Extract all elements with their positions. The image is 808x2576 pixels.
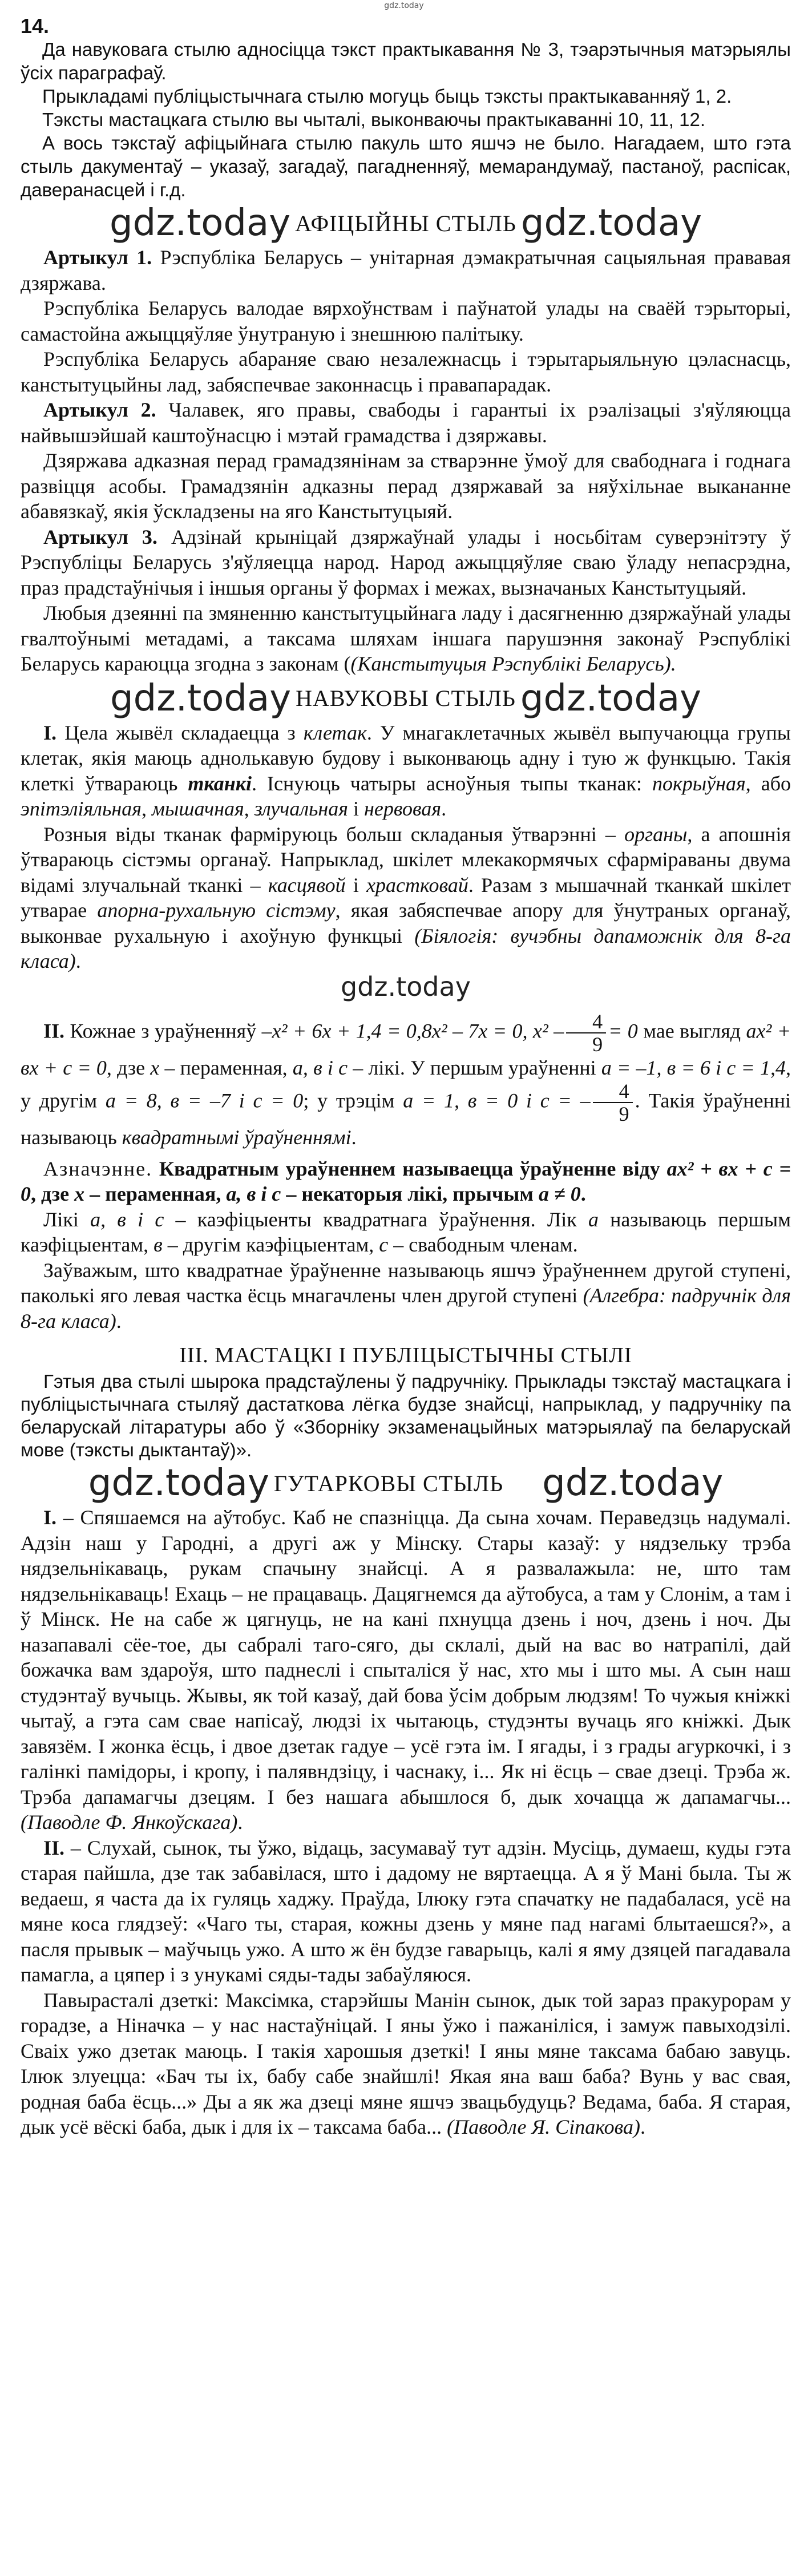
intro-p4: А вось тэкстаў афіцыйнага стылю пакуль што яшчэ не было. Нагадаем, што гэта стыль дакументаў – указаў, загадаў, пагадненняў, мемарандумаў, пастаноў, распісак, даверанасцей і г.д. — [21, 132, 791, 200]
artistic-block — [21, 1370, 791, 1461]
colloquial-p1: I. – Спяшаемся на аўтобус. Каб не спазніцца. Да сына хочам. Пераведзць надумалі. Адзін наш у Гародні, а другі аж у Мінску. Стары казаў: у нядзельку трэба нядзельнікаваць, рукам спачыну знайсці. А я развалажыла: не, што там нядзельнікаваць! Ехаць – не працаваць. Дацягнемся да аўтобуса, а там у Слонім, а там і ў Мінск. Не на сабе ж цягнуць, не на кані пхнуцца дзень і ноч, дзень і ноч. Ды назапавалі сёе-тое, ды сабралі таго-сяго, ды склалі, дый на вас во натрапілі, дай божачка вам здароўя, што паднеслі і спыталіся ў нас, хто мы і што мы. А сын наш студэнтаў вучыць. Жывы, як той казаў, дай бова ўсім добрым людзям! То чужыя кніжкі чытаў, а гэта сам свае напісаў, людзі іх чытаюць, студэнты вучаць яго кніжкі. Дык завязём. І жонка ёсць, і двое дзетак гадуе – усё гэта ім. І ягады, і з грады агуркочкі, і з галінкі памідоры, і кропу, і палявндзіцу, і часнаку, і... Як ні ёсць – свае дзеці. Трэба ж. Трэба дапамагчы дзецям. І без нашага абышлося б, дык хочацца ж дапамагчы... (Паводле Ф. Янкоўскага). — [21, 1506, 791, 1834]
watermark: gdz.today — [520, 202, 702, 244]
watermark-row — [21, 971, 791, 1011]
official-block — [21, 245, 791, 677]
official-heading-row — [21, 201, 791, 245]
sci-p2: Розныя віды тканак фарміруюць больш складаныя ўтварэнні – органы, а апошнія ўтвараюць сістэмы органаў. Напрыклад, шкілет млекакормячых сфарміраваны двума відамі злучальнай тканкі – касцявой і храстковай. Разам з мышачнай тканкай шкілет утварае апорна-рухальную сістэму, якая забяспечвае апору для ўнутраных органаў, выконвае рухальную і ахоўную функцыі (Біялогія: вучэбны дапаможнік для 8-га класа). — [21, 822, 791, 972]
colloquial-heading: ГУТАРКОВЫ СТЫЛЬ — [273, 1470, 504, 1496]
watermark: gdz.today — [109, 202, 291, 244]
intro-p1: Да навуковага стылю адносіцца тэкст практыкавання № 3, тэарэтычныя матэрыялы ўсіх параграфаў. — [21, 39, 791, 83]
watermark: gdz.today — [110, 677, 292, 720]
article-1-p3: Рэспубліка Беларусь абараняе сваю незалежнасць і тэрытарыяльную цэласнасць, канстытуцыйны лад, забяспечвае законнасць і правапарадак. — [21, 348, 791, 396]
intro-block — [21, 38, 791, 201]
article-1: Артыкул 1. Рэспубліка Беларусь – унітарная дэмакратычная сацыяльная прававая дзяржава. — [21, 246, 791, 294]
watermark: gdz.today — [520, 677, 702, 720]
intro-p3: Тэксты мастацкага стылю вы чыталі, выконваючы практыкаванні 10, 11, 12. — [42, 109, 706, 130]
article-2-p2: Дзяржава адказная перад грамадзянінам за стварэнне ўмоў для свабоднага і годнага развіцця асобы. Грамадзянін адказны перад дзяржавай за няўхільнае выкананне абавязкаў, якія ўскладзены на яго Канстытуцыяй. — [21, 449, 791, 523]
article-3: Артыкул 3. Адзінай крыніцай дзяржаўнай улады і носьбітам суверэнітэту ў Рэспубліцы Беларусь з'яўляецца народ. Народ ажыццяўляе сваю ўладу непасрэдна, праз прадстаўнічыя і іншыя органы ў формах і межах, вызначаных Канстытуцыяй. — [21, 525, 791, 599]
scientific-heading: НАВУКОВЫ СТЫЛЬ — [296, 685, 516, 711]
sci-p3: II. Кожнае з ураўненняў –x² + 6x + 1,4 = 0,8x² – 7x = 0, x² – $\frac{4}{9}$ = 0 мае выгляд ax² + вx + c = 0, дзе x – пераменная, a, в і c – лікі. У першым ураўненні a = –1, в = 6 і c = 1,4, у другім a = 8, в = –7 і c = 0; у трэцім a = 1, в = 0 і c = – $\frac{4}{9}$ . Такія ўраўненні называюць квадратнымі ўраўненнямі. — [21, 1010, 791, 1149]
watermark: gdz.today — [88, 1462, 269, 1504]
artistic-p1: Гэтыя два стылі шырока прадстаўлены ў падручніку. Прыклады тэкстаў мастацкага і публіцыстычнага стыляў дастаткова лёгка будзе знайсці, напрыклад, у падручніку па беларускай літаратуры або ў «Зборніку экзаменацыйных матэрыялаў па беларускай мове (тэксты дыктантаў)». — [21, 1371, 791, 1460]
colloquial-p2: II. – Слухай, сынок, ты ўжо, відаць, засумаваў тут адзін. Мусіць, думаеш, куды гэта старая пайшла, дзе так забавілася, што і дадому не вяртаецца. А я ў Мані была. Ты ж ведаеш, я часта да іх гуляць хаджу. Праўда, Ілюку гэта спачатку не падабалася, усё на мяне коса глядзеў: «Чаго ты, старая, кожны дзень у мяне пад нагамі блытаешся?», а пасля прывык – маўчыць ужо. А што ж ён будзе гаварыць, калі я яму дзяцей пагадавала памагла, а цяпер і з унукамі сяды-тады забаўляюся. — [21, 1836, 791, 1986]
colloquial-p3: Павырасталі дзеткі: Максімка, старэйшы Манін сынок, дык той зараз пракурорам у горадзе, а Ніначка – у нас настаўніцай. І яны ўжо і пажаніліся, і замуж павыходзілі. Сваіх ужо дзетак маюць. І такія харошыя дзеткі! І яны мяне таксама бабаю завуць. Ілюк злуецца: «Бач ты іх, бабу сабе знайшлі! Якая яна ваш баба? Вунь у вас свая, родная баба ёсць...» Ды а як жа дзеці мяне яшчэ звацьбудуць? Ведама, баба. Я старая, дык усё вёскі баба, дык і для іх – таксама баба... (Паводле Я. Сіпакова). — [21, 1988, 791, 2138]
definition: Азначэнне. Квадратным ураўненнем называецца ўраўненне віду ax² + вx + c = 0, дзе x – пераменная, a, в і c – некаторыя лікі, прычым a ≠ 0. — [21, 1157, 791, 1205]
task-number: 14. — [21, 14, 50, 38]
sci-p5: Заўважым, што квадратнае ўраўненне называюць яшчэ ўраўненнем другой ступені, паколькі яго левая частка ёсць мнагачлены член другой ступені (Алгебра: падручнік для 8-га класа). — [21, 1258, 791, 1333]
colloquial-block — [21, 1505, 791, 2140]
site-top-label: gdz.today — [384, 1, 424, 10]
sci-p1: I. Цела жывёл складаецца з клетак. У мнагаклетачных жывёл выпучаюцца групы клетак, якія маюць аднолькавую будову і выконваюць адну і тую ж функцыю. Такія клеткі ўтвараюць тканкі. Існуюць чатыры асноўныя тыпы тканак: покрыўная, або эпітэліяльная, мышачная, злучальная і нервовая. — [21, 721, 791, 820]
scientific-block — [21, 720, 791, 1334]
artistic-heading: III. МАСТАЦКІ І ПУБЛІЦЫСТЫЧНЫ СТЫЛІ — [179, 1343, 632, 1367]
watermark: gdz.today — [341, 971, 471, 1002]
scientific-heading-row — [21, 677, 791, 720]
watermark: gdz.today — [542, 1462, 724, 1504]
article-3-p2: Любыя дзеянні па змяненню канстытуцыйнага ладу і дасягненню дзяржаўнай улады гвалтоўнымі метадамі, а таксама шляхам іншага парушэння законаў Рэспублікі Беларусь караюцца згодна з законам ((Канстытуцыя Рэспублікі Беларусь). — [21, 601, 791, 675]
sci-p4: Лікі a, в і c – каэфіцыенты квадратнага ўраўнення. Лік a называюць першым каэфіцыентам, в – другім каэфіцыентам, c – свабодным членам. — [21, 1208, 791, 1256]
official-heading: АФІЦЫЙНЫ СТЫЛЬ — [295, 210, 516, 236]
article-1-p2: Рэспубліка Беларусь валодае вярхоўнствам і паўнатой улады на сваёй тэрыторыі, самастойна ажыццяўляе ўнутраную і знешнюю палітыку. — [21, 297, 791, 345]
intro-p2: Прыкладамі публіцыстычнага стылю могуць быць тэксты практыкаванняў 1, 2. — [42, 86, 732, 107]
fraction: $\frac{4}{9}$ — [593, 1080, 633, 1125]
fraction: $\frac{4}{9}$ — [566, 1011, 606, 1055]
article-2: Артыкул 2. Чалавек, яго правы, свабоды і гарантыі іх рэалізацыі з'яўляюцца найвышэйшай каштоўнасцю і мэтай грамадства і дзяржавы. — [21, 398, 791, 447]
colloquial-heading-row — [21, 1461, 791, 1505]
